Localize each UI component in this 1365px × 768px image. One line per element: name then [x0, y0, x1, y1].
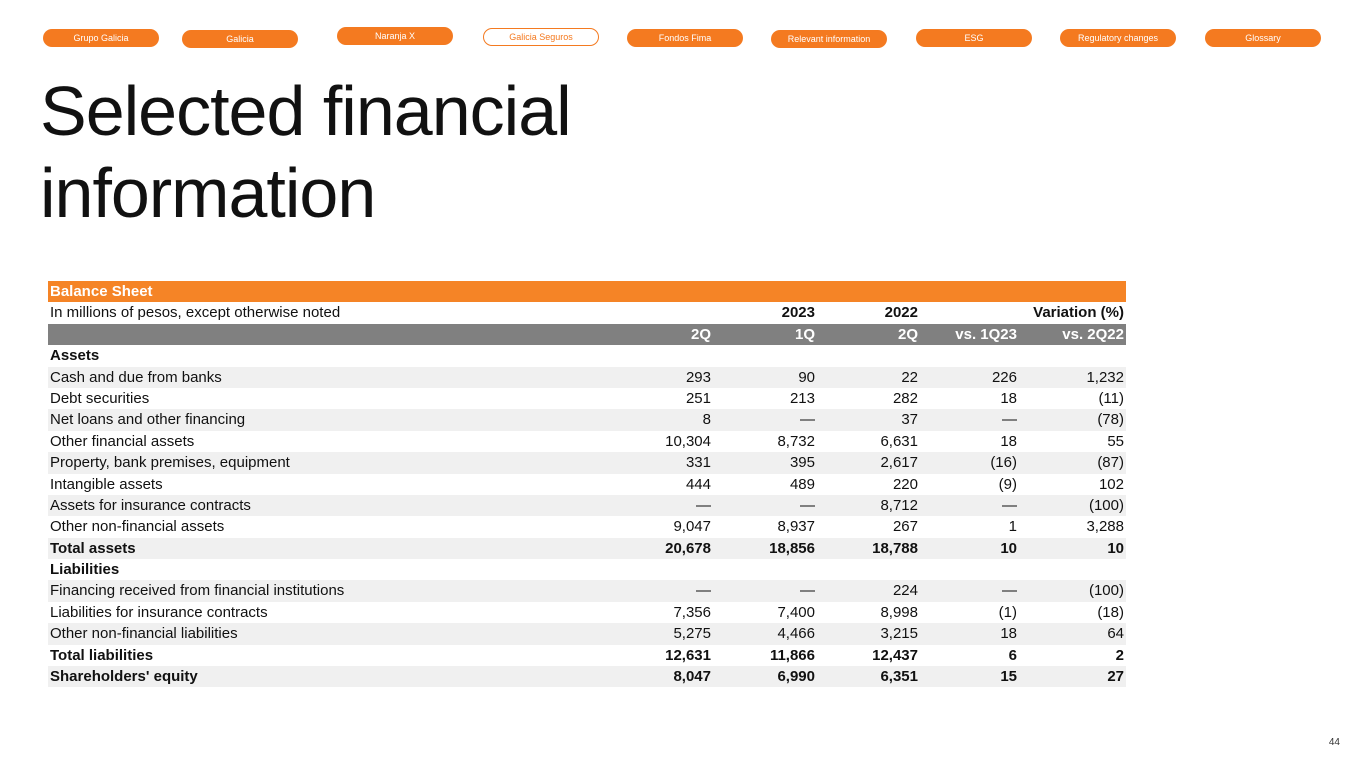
- row-value: 12,631: [665, 646, 711, 664]
- nav-tab-regulatory-changes[interactable]: Regulatory changes: [1060, 29, 1176, 47]
- row-value: 18,788: [872, 539, 918, 557]
- row-value: 293: [685, 368, 711, 386]
- table-row: [48, 409, 1126, 430]
- row-value: 8,712: [880, 496, 918, 514]
- nav-tab-fondos-fima[interactable]: Fondos Fima: [627, 29, 743, 47]
- row-value: 11,866: [769, 646, 815, 664]
- row-value: 331: [685, 454, 711, 472]
- row-value: (11): [1098, 389, 1124, 407]
- table-section-title: Balance Sheet: [50, 283, 153, 300]
- row-value: (16): [990, 454, 1017, 472]
- column-header: vs. 2Q22: [1062, 325, 1124, 343]
- row-label: Debt securities: [50, 389, 150, 407]
- row-value: 251: [685, 389, 711, 407]
- row-value: —: [800, 411, 815, 429]
- nav-tab-esg[interactable]: ESG: [916, 29, 1032, 47]
- page-title: [40, 70, 740, 234]
- table-row: [48, 559, 1126, 580]
- row-value: 18: [1000, 432, 1017, 450]
- row-value: (1): [998, 603, 1017, 621]
- row-value: (18): [1097, 603, 1124, 621]
- row-value: 20,678: [665, 539, 711, 557]
- row-label: Other non-financial assets: [50, 518, 225, 536]
- page-number: 44: [1328, 737, 1340, 748]
- row-value: 9,047: [673, 518, 711, 536]
- variation-header: Variation (%): [1033, 304, 1124, 322]
- row-value: 55: [1107, 432, 1124, 450]
- row-value: 4,466: [777, 625, 815, 643]
- row-value: 10: [1107, 539, 1124, 557]
- row-value: 7,400: [777, 603, 815, 621]
- table-row: [48, 538, 1126, 559]
- table-row: [48, 495, 1126, 516]
- row-value: 282: [892, 389, 918, 407]
- row-value: 6: [1008, 646, 1017, 664]
- row-value: 6,351: [880, 668, 918, 686]
- nav-tab-relevant-information[interactable]: Relevant information: [771, 30, 887, 48]
- row-value: (87): [1097, 454, 1124, 472]
- row-value: 1,232: [1086, 368, 1124, 386]
- row-value: 2,617: [880, 454, 918, 472]
- row-label: Liabilities for insurance contracts: [50, 603, 268, 621]
- row-value: 22: [901, 368, 918, 386]
- row-value: 3,215: [880, 625, 918, 643]
- row-value: 220: [892, 475, 918, 493]
- row-value: 7,356: [673, 603, 711, 621]
- table-row: [48, 602, 1126, 623]
- row-label: Net loans and other financing: [50, 411, 246, 429]
- nav-tab-galicia[interactable]: Galicia: [182, 30, 298, 48]
- row-value: —: [800, 582, 815, 600]
- row-value: 2: [1115, 646, 1124, 664]
- row-label: Cash and due from banks: [50, 368, 222, 386]
- balance-sheet-table: [48, 281, 1126, 687]
- page-title-line-1: Selected financial: [40, 72, 571, 150]
- row-value: 10,304: [665, 432, 711, 450]
- nav-tab-glossary[interactable]: Glossary: [1205, 29, 1321, 47]
- row-label: Other financial assets: [50, 432, 195, 450]
- row-label: Shareholders' equity: [50, 668, 198, 686]
- table-row: [48, 666, 1126, 687]
- row-value: —: [1002, 496, 1017, 514]
- column-header: 2Q: [690, 325, 711, 343]
- table-section-title-row: [48, 281, 1126, 302]
- nav-tab-naranja-x[interactable]: Naranja X: [337, 27, 453, 45]
- table-row: [48, 645, 1126, 666]
- year-2022-header: 2022: [884, 304, 918, 322]
- row-value: (100): [1088, 582, 1124, 600]
- row-value: 8,732: [777, 432, 815, 450]
- table-row: [48, 580, 1126, 601]
- row-value: 5,275: [673, 625, 711, 643]
- row-value: 3,288: [1086, 518, 1124, 536]
- row-value: 8: [702, 411, 711, 429]
- table-row: [48, 516, 1126, 537]
- row-value: (100): [1088, 496, 1124, 514]
- row-value: 226: [991, 368, 1017, 386]
- table-row: [48, 431, 1126, 452]
- row-value: 395: [789, 454, 815, 472]
- row-value: 8,047: [673, 668, 711, 686]
- row-label: Intangible assets: [50, 475, 163, 493]
- column-header: vs. 1Q23: [955, 325, 1017, 343]
- row-value: 224: [892, 582, 918, 600]
- row-value: 444: [685, 475, 711, 493]
- row-value: 27: [1107, 668, 1124, 686]
- table-row: [48, 452, 1126, 473]
- year-2023-header: 2023: [781, 304, 815, 322]
- row-value: 18,856: [769, 539, 815, 557]
- table-row: [48, 474, 1126, 495]
- column-header: 1Q: [794, 325, 815, 343]
- row-value: 267: [892, 518, 918, 536]
- row-label: Assets for insurance contracts: [50, 496, 251, 514]
- table-row: [48, 345, 1126, 366]
- row-label: Total liabilities: [50, 646, 154, 664]
- row-value: 213: [789, 389, 815, 407]
- row-value: —: [800, 496, 815, 514]
- row-value: 15: [1000, 668, 1017, 686]
- row-label: Financing received from financial institutions: [50, 582, 345, 600]
- row-value: 1: [1008, 518, 1017, 536]
- table-row: [48, 623, 1126, 644]
- table-row: [48, 388, 1126, 409]
- column-header-row: [48, 324, 1126, 345]
- nav-tab-galicia-seguros[interactable]: Galicia Seguros: [483, 28, 599, 46]
- row-value: 489: [789, 475, 815, 493]
- row-value: 18: [1000, 625, 1017, 643]
- row-value: 12,437: [872, 646, 918, 664]
- table-subtitle: In millions of pesos, except otherwise noted: [50, 304, 341, 322]
- row-value: —: [696, 582, 711, 600]
- row-value: —: [1002, 582, 1017, 600]
- row-value: 90: [798, 368, 815, 386]
- row-value: (9): [998, 475, 1017, 493]
- row-label: Total assets: [50, 539, 136, 557]
- nav-tab-grupo-galicia[interactable]: Grupo Galicia: [43, 29, 159, 47]
- top-navigation: [0, 27, 1365, 49]
- table-row: [48, 367, 1126, 388]
- table-body: [48, 345, 1126, 687]
- row-value: 8,937: [777, 518, 815, 536]
- row-label: Liabilities: [50, 561, 120, 579]
- row-value: (78): [1097, 411, 1124, 429]
- row-value: 37: [901, 411, 918, 429]
- row-value: 64: [1107, 625, 1124, 643]
- column-header: 2Q: [897, 325, 918, 343]
- row-value: 10: [1000, 539, 1017, 557]
- row-value: 18: [1000, 389, 1017, 407]
- page-title-line-2: information: [40, 154, 376, 232]
- row-label: Assets: [50, 347, 100, 365]
- row-value: —: [1002, 411, 1017, 429]
- row-value: 8,998: [880, 603, 918, 621]
- row-value: 6,631: [880, 432, 918, 450]
- row-label: Property, bank premises, equipment: [50, 454, 290, 472]
- table-subtitle-row: [48, 302, 1126, 323]
- row-label: Other non-financial liabilities: [50, 625, 238, 643]
- row-value: 6,990: [777, 668, 815, 686]
- row-value: —: [696, 496, 711, 514]
- row-value: 102: [1098, 475, 1124, 493]
